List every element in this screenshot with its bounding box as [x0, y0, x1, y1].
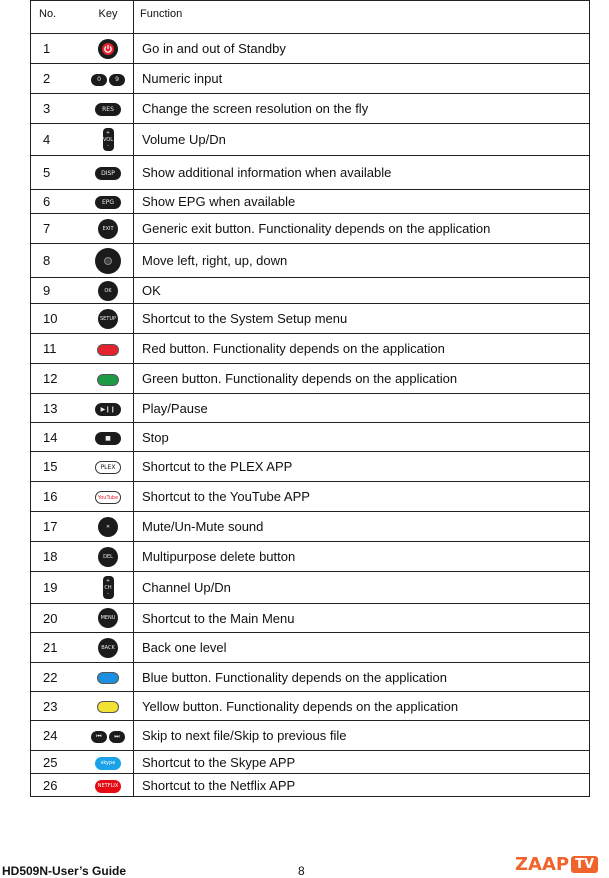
del-key-icon: DEL — [98, 547, 118, 567]
row-number: 7 — [31, 214, 84, 244]
logo-tv-badge: TV — [571, 856, 598, 873]
row-key — [83, 604, 134, 633]
logo-text: ZAAP — [515, 854, 570, 875]
row-function: Shortcut to the PLEX APP — [134, 452, 590, 482]
power-icon — [98, 39, 118, 59]
row-key — [83, 751, 134, 774]
row-key — [83, 334, 134, 364]
table-row — [31, 94, 590, 124]
table-row — [31, 124, 590, 156]
yellow-button-icon — [97, 701, 119, 713]
row-number: 24 — [31, 721, 84, 751]
row-number: 3 — [31, 94, 84, 124]
key-label: + — [105, 130, 111, 136]
navigation-pad-icon — [95, 248, 121, 274]
row-key — [83, 633, 134, 663]
table-row — [31, 572, 590, 604]
row-number: 15 — [31, 452, 84, 482]
menu-key-icon: MENU — [98, 608, 118, 628]
row-key — [83, 572, 134, 604]
row-number: 18 — [31, 542, 84, 572]
row-function: Shortcut to the Main Menu — [134, 604, 590, 633]
key-label: ⏮ — [91, 731, 107, 743]
row-number: 20 — [31, 604, 84, 633]
row-function: Multipurpose delete button — [134, 542, 590, 572]
table-row — [31, 334, 590, 364]
youtube-key-icon: YouTube — [95, 491, 121, 504]
row-function: Stop — [134, 423, 590, 452]
key-label: ⏭ — [109, 731, 125, 743]
table-row — [31, 512, 590, 542]
row-key — [83, 94, 134, 124]
netflix-key-icon: NETFLIX — [95, 780, 121, 793]
skip-keys-icon — [90, 728, 126, 743]
row-number: 8 — [31, 244, 84, 278]
row-function: Green button. Functionality depends on the application — [134, 364, 590, 394]
row-key — [83, 452, 134, 482]
row-key — [83, 278, 134, 304]
row-number: 13 — [31, 394, 84, 423]
row-function: OK — [134, 278, 590, 304]
key-label: - — [107, 143, 109, 149]
row-function: Shortcut to the YouTube APP — [134, 482, 590, 512]
row-number: 10 — [31, 304, 84, 334]
disp-key-icon: DISP — [95, 167, 121, 180]
row-function: Volume Up/Dn — [134, 124, 590, 156]
row-key — [83, 692, 134, 721]
guide-title: HD509N-User’s Guide — [2, 864, 127, 878]
row-number: 6 — [31, 190, 84, 214]
play-pause-icon: ▶❙❙ — [95, 403, 121, 416]
row-key — [83, 482, 134, 512]
table-row — [31, 692, 590, 721]
table-row — [31, 774, 590, 797]
row-key — [83, 214, 134, 244]
setup-key-icon: SETUP — [98, 309, 118, 329]
key-function-table — [30, 0, 590, 797]
row-number: 25 — [31, 751, 84, 774]
row-function: Shortcut to the Netflix APP — [134, 774, 590, 797]
table-row — [31, 542, 590, 572]
zaap-tv-logo — [515, 854, 598, 875]
key-label: 0 — [91, 74, 107, 86]
table-row — [31, 482, 590, 512]
row-number: 21 — [31, 633, 84, 663]
key-label: 9 — [109, 74, 125, 86]
key-label: CH — [104, 584, 112, 591]
table-row — [31, 394, 590, 423]
numeric-keys-icon — [90, 71, 126, 86]
table-row — [31, 214, 590, 244]
row-key — [83, 244, 134, 278]
row-key — [83, 774, 134, 797]
key-label: VOL — [102, 136, 114, 143]
table-row — [31, 278, 590, 304]
mute-icon: ✕ — [98, 517, 118, 537]
row-key — [83, 34, 134, 64]
table-row — [31, 423, 590, 452]
row-key — [83, 156, 134, 190]
row-function: Play/Pause — [134, 394, 590, 423]
table-row — [31, 604, 590, 633]
stop-icon: ■ — [95, 432, 121, 445]
row-number: 1 — [31, 34, 84, 64]
row-key — [83, 423, 134, 452]
row-function: Shortcut to the System Setup menu — [134, 304, 590, 334]
row-key — [83, 190, 134, 214]
table-row — [31, 190, 590, 214]
blue-button-icon — [97, 672, 119, 684]
row-number: 12 — [31, 364, 84, 394]
table-row — [31, 156, 590, 190]
row-function: Mute/Un-Mute sound — [134, 512, 590, 542]
row-function: Show additional information when available — [134, 156, 590, 190]
row-function: Numeric input — [134, 64, 590, 94]
row-key — [83, 304, 134, 334]
table-row — [31, 64, 590, 94]
row-number: 11 — [31, 334, 84, 364]
table-row — [31, 452, 590, 482]
ok-key-icon: OK — [98, 281, 118, 301]
header-function: Function — [134, 1, 590, 34]
header-no: No. — [31, 1, 84, 34]
row-function: Blue button. Functionality depends on the application — [134, 663, 590, 692]
table-row — [31, 34, 590, 64]
row-function: Go in and out of Standby — [134, 34, 590, 64]
row-key — [83, 364, 134, 394]
table-row — [31, 304, 590, 334]
exit-key-icon: EXIT — [98, 219, 118, 239]
row-function: Shortcut to the Skype APP — [134, 751, 590, 774]
volume-rocker-icon — [103, 128, 114, 151]
row-function: Move left, right, up, down — [134, 244, 590, 278]
row-number: 4 — [31, 124, 84, 156]
row-number: 9 — [31, 278, 84, 304]
plex-key-icon: PLEX — [95, 461, 121, 474]
table-row — [31, 663, 590, 692]
res-key-icon: RES — [95, 103, 121, 116]
red-button-icon — [97, 344, 119, 356]
row-number: 26 — [31, 774, 84, 797]
row-function: Generic exit button. Functionality depends on the application — [134, 214, 590, 244]
channel-rocker-icon — [103, 576, 114, 599]
row-number: 5 — [31, 156, 84, 190]
table-row — [31, 721, 590, 751]
row-key — [83, 512, 134, 542]
row-key — [83, 394, 134, 423]
row-function: Channel Up/Dn — [134, 572, 590, 604]
table-row — [31, 633, 590, 663]
epg-key-icon: EPG — [95, 196, 121, 209]
row-number: 22 — [31, 663, 84, 692]
row-function: Change the screen resolution on the fly — [134, 94, 590, 124]
row-function: Skip to next file/Skip to previous file — [134, 721, 590, 751]
row-key — [83, 721, 134, 751]
row-key — [83, 124, 134, 156]
row-key — [83, 663, 134, 692]
row-number: 17 — [31, 512, 84, 542]
header-key: Key — [83, 1, 134, 34]
table-row — [31, 244, 590, 278]
row-number: 16 — [31, 482, 84, 512]
row-number: 2 — [31, 64, 84, 94]
row-function: Yellow button. Functionality depends on the application — [134, 692, 590, 721]
row-key — [83, 64, 134, 94]
table-row — [31, 751, 590, 774]
row-number: 19 — [31, 572, 84, 604]
row-number: 14 — [31, 423, 84, 452]
key-label: - — [107, 591, 109, 597]
key-label: + — [105, 578, 111, 584]
row-function: Back one level — [134, 633, 590, 663]
row-number: 23 — [31, 692, 84, 721]
row-function: Show EPG when available — [134, 190, 590, 214]
table-row — [31, 364, 590, 394]
page-number: 8 — [298, 864, 305, 878]
skype-key-icon: skype — [95, 757, 121, 770]
row-function: Red button. Functionality depends on the application — [134, 334, 590, 364]
green-button-icon — [97, 374, 119, 386]
row-key — [83, 542, 134, 572]
table-header-row — [31, 1, 590, 34]
back-key-icon: BACK — [98, 638, 118, 658]
